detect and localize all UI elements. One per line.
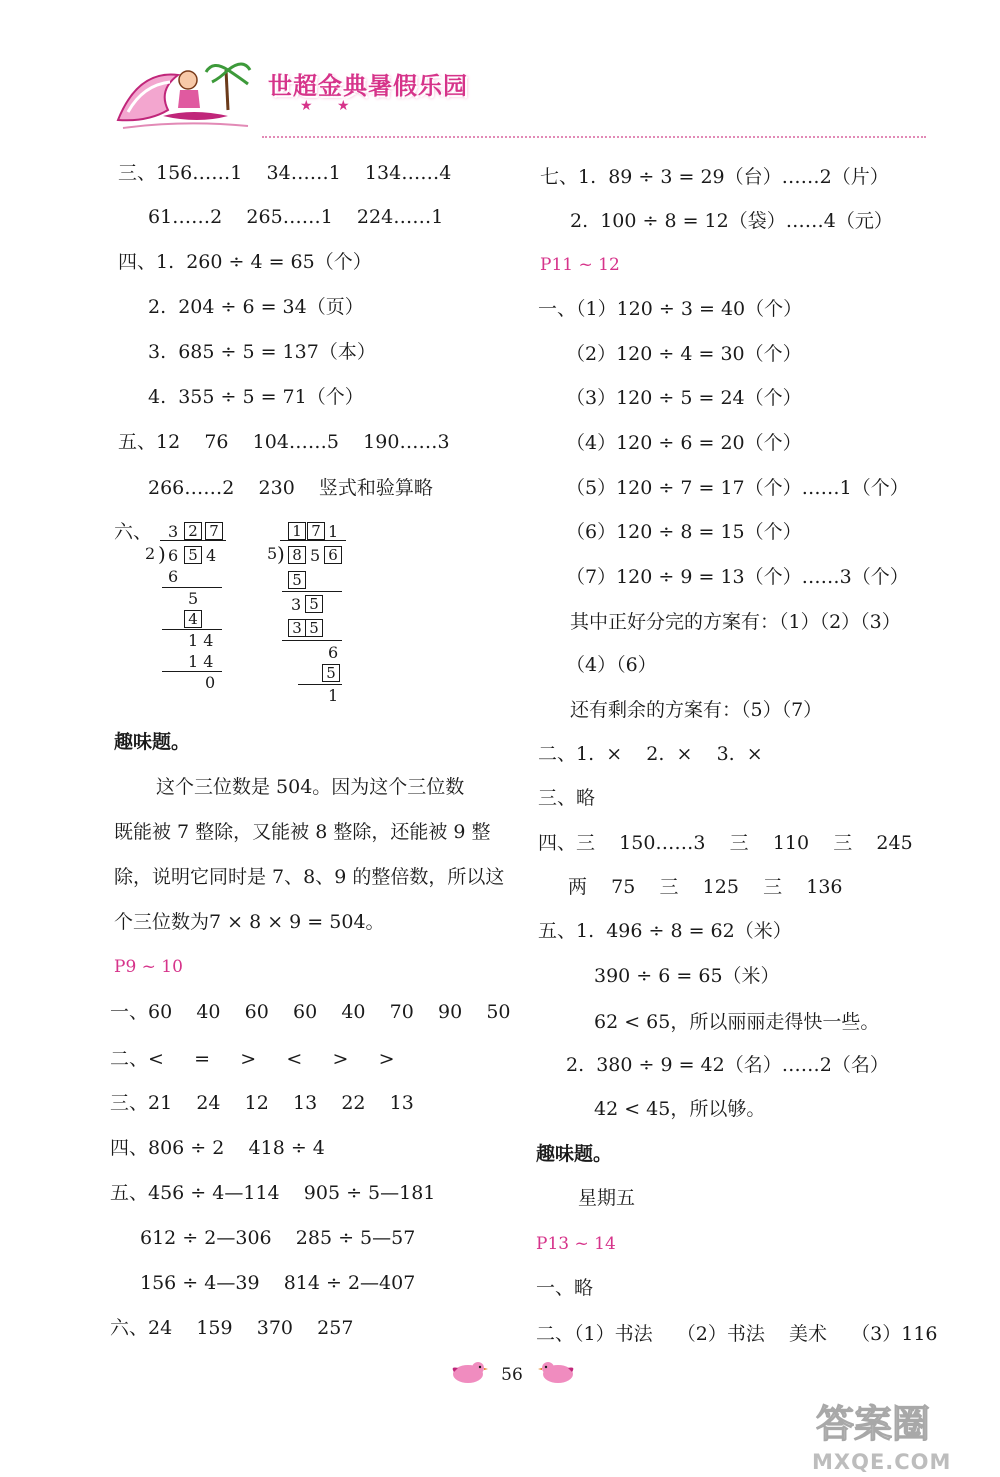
right-page-ref-p13: P13 ~ 14 (536, 1234, 616, 1254)
left-fun-line2: 既能被 7 整除，又能被 8 整除，还能被 9 整 (114, 821, 491, 843)
bird-icon-left (448, 1358, 488, 1386)
left-s4-line1: 四、1. 260 ÷ 4 = 65（个） (118, 251, 372, 273)
left-fun-title: 趣味题。 (114, 731, 191, 753)
div2-row3b-box: 5 (305, 619, 323, 637)
left-a4: 四、806 ÷ 2 418 ÷ 4 (110, 1137, 325, 1159)
left-a5-line2: 612 ÷ 2—306 285 ÷ 5—57 (140, 1227, 416, 1249)
right-b2: （2）120 ÷ 4 = 30（个） (566, 343, 802, 365)
div2-q2-box: 7 (307, 522, 325, 540)
div1-line2 (162, 629, 222, 630)
left-a6: 六、24 159 370 257 (110, 1317, 354, 1339)
right-fun-title: 趣味题。 (536, 1143, 613, 1165)
div1-row5: 1 4 (188, 652, 214, 671)
header-stars: ★ ★ (300, 98, 360, 114)
div1-row4: 1 4 (188, 631, 214, 650)
div1-bracket: ) (158, 542, 166, 566)
div2-row1-box: 5 (288, 571, 306, 589)
div2-row2a: 3 (291, 595, 302, 614)
div2-bracket: ) (277, 542, 285, 566)
div1-row6: 0 (205, 673, 216, 692)
left-page-ref-p9: P9 ~ 10 (114, 957, 183, 977)
right-b1: 一、（1）120 ÷ 3 = 40（个） (538, 298, 803, 320)
right-b5: （5）120 ÷ 7 = 17（个）……1（个） (566, 477, 909, 499)
div1-dividend2-box: 5 (184, 546, 202, 564)
right-b3: （3）120 ÷ 5 = 24（个） (566, 387, 802, 409)
left-a3: 三、21 24 12 13 22 13 (110, 1092, 414, 1114)
right-s7-line1: 七、1. 89 ÷ 3 = 29（台）……2（片） (540, 166, 889, 188)
right-fun-answer: 星期五 (578, 1187, 636, 1209)
div1-q3-box: 7 (205, 522, 223, 540)
right-b7: （7）120 ÷ 9 = 13（个）……3（个） (566, 566, 909, 588)
div2-line2 (282, 640, 342, 641)
right-c4-line1: 四、三 150……3 三 110 三 245 (538, 832, 913, 854)
right-c4-line2: 两 75 三 125 三 136 (568, 876, 843, 898)
left-s5-line1: 五、12 76 104……5 190……3 (118, 431, 450, 453)
right-c5-line1: 五、1. 496 ÷ 8 = 62（米） (538, 920, 792, 942)
right-d2: 二、（1）书法 （2）书法 美术 （3）116 (536, 1323, 938, 1345)
left-s6-label: 六、 (114, 521, 153, 543)
left-s4-line3: 3. 685 ÷ 5 = 137（本） (148, 341, 376, 363)
div2-dividend3-box: 6 (324, 546, 342, 564)
div2-row4: 6 (328, 643, 339, 662)
div1-line3 (162, 671, 222, 672)
right-page-ref-p11: P11 ~ 12 (540, 255, 620, 275)
right-b8: 其中正好分完的方案有：（1）（2）（3） (570, 611, 901, 633)
watermark-mark: 答案圈 (816, 1402, 931, 1446)
left-s3-line2: 61……2 265……1 224……1 (148, 206, 444, 228)
div2-bracket-top (280, 540, 346, 541)
right-c5-line5: 42 < 45，所以够。 (594, 1098, 766, 1120)
div1-divisor: 2 (145, 544, 156, 563)
left-fun-line3: 除，说明它同时是 7、8、9 的整倍数，所以这 (114, 866, 505, 888)
watermark-text: MXQE.COM (812, 1450, 952, 1474)
right-c5-line2: 390 ÷ 6 = 65（米） (594, 965, 780, 987)
div1-dividend3: 4 (206, 546, 217, 565)
left-s4-line4: 4. 355 ÷ 5 = 71（个） (148, 386, 364, 408)
div2-dividend2: 5 (310, 546, 321, 565)
right-b4: （4）120 ÷ 6 = 20（个） (566, 432, 802, 454)
header-divider (262, 136, 926, 138)
left-a5-line3: 156 ÷ 4—39 814 ÷ 2—407 (140, 1272, 416, 1294)
left-a2: 二、< = > < > > (110, 1048, 395, 1070)
bird-icon-right (538, 1358, 578, 1386)
div1-dividend1: 6 (168, 546, 179, 565)
right-b6: （6）120 ÷ 8 = 15（个） (566, 521, 802, 543)
div2-row2b-box: 5 (305, 595, 323, 613)
div2-dividend1-box: 8 (288, 546, 306, 564)
div1-row2: 5 (188, 589, 199, 608)
left-s4-line2: 2. 204 ÷ 6 = 34（页） (148, 296, 364, 318)
right-c3: 三、略 (538, 787, 596, 809)
div2-line3 (298, 684, 342, 685)
div1-q1: 3 (168, 522, 179, 541)
div2-row6: 1 (328, 686, 339, 705)
div1-q2-box: 2 (184, 522, 202, 540)
div2-row5-box: 5 (322, 664, 340, 682)
right-b9: （4）（6） (566, 654, 657, 676)
div2-q3: 1 (328, 522, 339, 541)
left-a1: 一、60 40 60 60 40 70 90 50 (110, 1001, 511, 1023)
div2-line1 (282, 591, 342, 592)
left-s5-line2: 266……2 230 竖式和验算略 (148, 477, 433, 499)
right-s7-line2: 2. 100 ÷ 8 = 12（袋）……4（元） (570, 210, 893, 232)
right-c5-line4: 2. 380 ÷ 9 = 42（名）……2（名） (566, 1054, 889, 1076)
div2-row3a-box: 3 (288, 619, 306, 637)
div1-row3-box: 4 (184, 610, 202, 628)
left-fun-line1: 这个三位数是 504。因为这个三位数 (156, 776, 465, 798)
div1-line1 (162, 587, 222, 588)
div2-q1-box: 1 (288, 522, 306, 540)
div1-bracket-top (160, 540, 226, 541)
page-number: 56 (501, 1365, 523, 1385)
header-title: 世超金典暑假乐园 (268, 72, 468, 100)
div2-divisor: 5 (267, 544, 278, 563)
right-d1: 一、略 (536, 1277, 594, 1299)
div1-row1: 6 (168, 567, 179, 586)
right-b10: 还有剩余的方案有：（5）（7） (570, 699, 823, 721)
left-fun-line4: 个三位数为7 × 8 × 9 = 504。 (114, 911, 385, 933)
right-c5-line3: 62 < 65，所以丽丽走得快一些。 (594, 1011, 880, 1033)
left-s3-line1: 三、156……1 34……1 134……4 (118, 162, 452, 184)
surfer-logo-illustration (108, 50, 258, 138)
right-c2: 二、1. × 2. × 3. × (538, 743, 763, 765)
left-a5-line1: 五、456 ÷ 4—114 905 ÷ 5—181 (110, 1182, 436, 1204)
